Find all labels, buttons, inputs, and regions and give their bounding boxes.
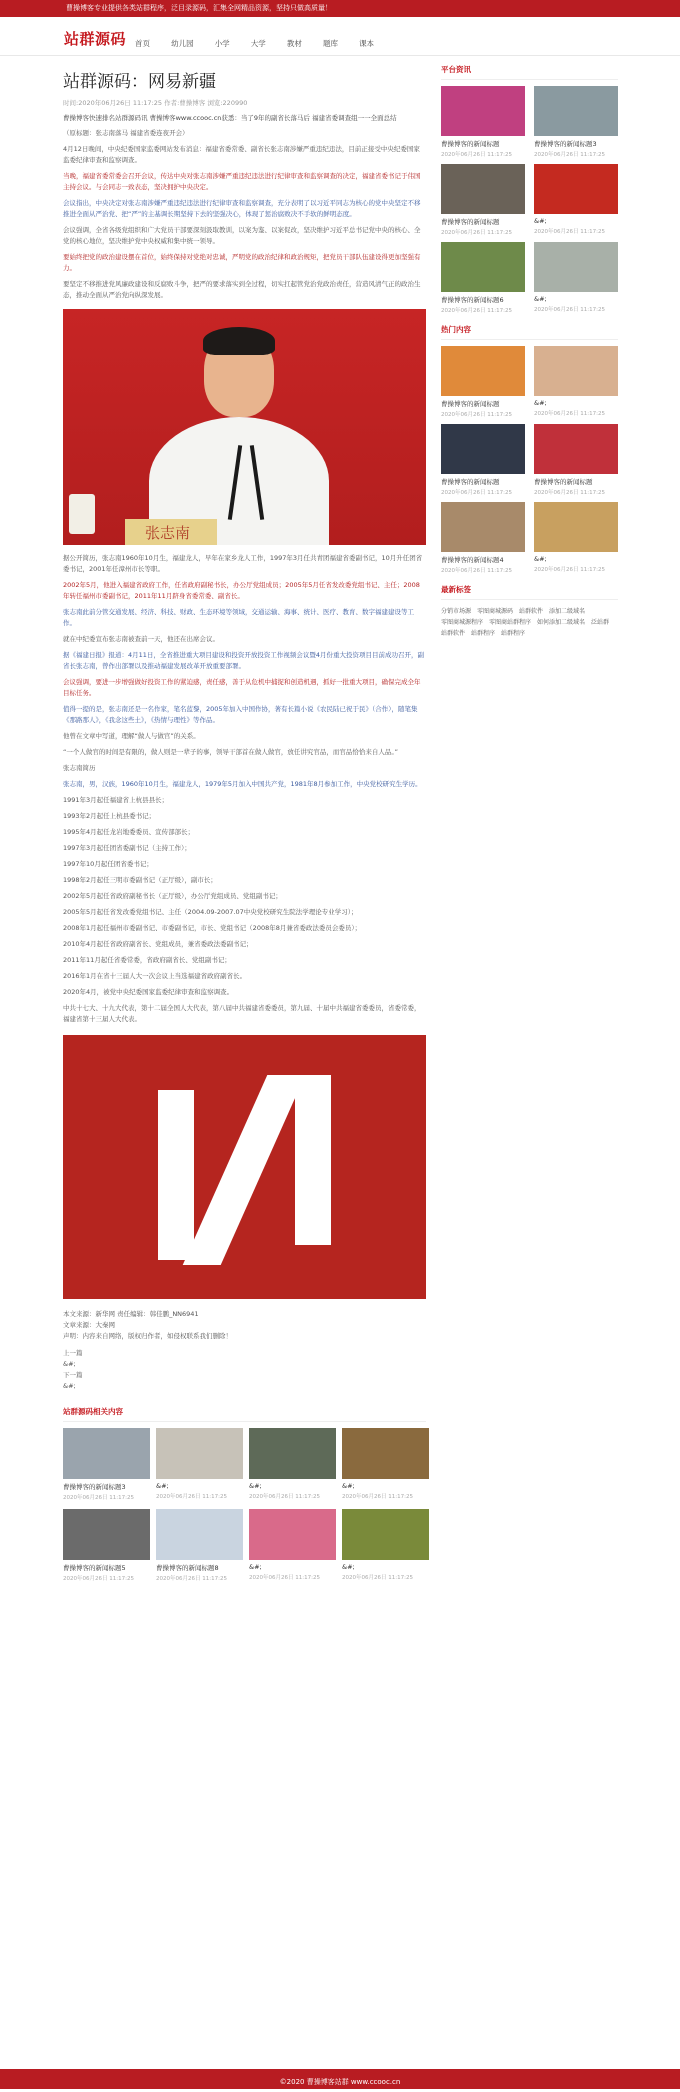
news-date: 2020年06月26日 11:17:25: [441, 152, 512, 158]
article-paragraph: 张志南简历: [63, 764, 96, 772]
teacup: [69, 494, 95, 534]
resume-line: 2020年4月，被党中央纪委国家监委纪律审查和监察调查。: [63, 988, 234, 996]
photo-figure-hair: [203, 327, 275, 355]
sidebar-title-hot: 热门内容: [441, 324, 618, 340]
news-date: 2020年06月26日 11:17:25: [441, 230, 512, 236]
news-thumbnail[interactable]: [441, 502, 525, 552]
article-footer: [63, 1309, 426, 1392]
tag-link[interactable]: 站群程序: [501, 630, 526, 637]
article-image-n-logo: [63, 1035, 426, 1299]
news-card[interactable]: [441, 86, 525, 158]
news-date: 2020年06月26日 11:17:25: [534, 490, 605, 496]
resume-line: 1991年3月起任福建省上杭县县长；: [63, 796, 169, 804]
prev-article-link[interactable]: &#;: [63, 1360, 76, 1368]
news-card[interactable]: [534, 502, 618, 574]
news-thumbnail[interactable]: [63, 1428, 150, 1479]
article-body-bottom: [63, 553, 426, 1025]
tag-link[interactable]: 零图商城源码: [477, 608, 514, 615]
tag-list: [441, 606, 618, 639]
resume-line: 1993年2月起任上杭县委书记；: [63, 812, 156, 820]
news-date: 2020年06月26日 11:17:25: [63, 1576, 134, 1582]
news-card[interactable]: [441, 424, 525, 496]
tag-link[interactable]: 零图商站群程序: [489, 619, 532, 626]
article-paragraph: 据《福建日报》报道：4月11日，全省推进重大项目建设和投资开放投资工作视频会议暨4月份重大投资项目目前成功召开，副省长张志南，曾作出部署以及推动福建发展改革开放重要部署。: [63, 651, 425, 670]
resume-line: 1998年2月起任三明市委副书记（正厅级），副市长；: [63, 876, 217, 884]
resume-line: 2002年5月起任省政府副秘书长（正厅级），办公厅党组成员、党组副书记；: [63, 892, 282, 900]
resume-line: 1997年3月起任团省委副书记（主持工作）；: [63, 844, 191, 852]
news-caption[interactable]: 曹操博客的新闻标题8: [156, 1564, 219, 1572]
sidebar-title-tags: 最新标签: [441, 584, 618, 600]
announcement-text: 曹操博客专业提供各类站群程序，泛目录源码，汇集全网精品资源，坚持只做高质量！: [66, 4, 332, 12]
article-source: 本文来源：新华网 责任编辑：韩佳鹏_NN6941: [63, 1310, 199, 1318]
news-card[interactable]: [441, 242, 525, 314]
news-date: 2020年06月26日 11:17:25: [534, 229, 605, 235]
resume-line: 2005年5月起任省发改委党组书记、主任（2004.09-2007.07中央党校研究生院法学理论专业学习）；: [63, 908, 358, 916]
news-card[interactable]: [342, 1428, 429, 1501]
news-date: 2020年06月26日 11:17:25: [156, 1576, 227, 1582]
news-thumbnail[interactable]: [156, 1428, 243, 1479]
news-date: 2020年06月26日 11:17:25: [342, 1494, 413, 1500]
nav-item-primary[interactable]: 小学: [214, 39, 230, 48]
tag-link[interactable]: 泛站群: [591, 619, 610, 626]
next-article-link[interactable]: &#;: [63, 1382, 76, 1390]
news-date: 2020年06月26日 11:17:25: [534, 411, 605, 417]
news-card[interactable]: [534, 346, 618, 418]
article-paragraph: 据公开简历，张志南1960年10月生，福建龙人，早年在家乡龙人工作，1997年3月任共青团福建省委副书记，10月升任团省委书记，2001年任漳州市长等职。: [63, 554, 423, 573]
news-thumbnail[interactable]: [534, 86, 618, 136]
news-thumbnail[interactable]: [342, 1428, 429, 1479]
article-paragraph: 会议强调，全省各级党组织和广大党员干部要深刻汲取教训，以案为鉴、以案促改，坚决维护习近平总书记党中央的核心、全党的核心地位，坚决维护党中央权威和集中统一领导。: [63, 226, 421, 245]
sidebar-title-recommend: 平台资讯: [441, 64, 618, 80]
news-thumbnail[interactable]: [534, 346, 618, 396]
site-logo[interactable]: 站群源码: [64, 30, 127, 48]
news-caption[interactable]: 曹操博客的新闻标题6: [441, 296, 504, 304]
news-thumbnail[interactable]: [441, 242, 525, 292]
news-date: 2020年06月26日 11:17:25: [249, 1494, 320, 1500]
site-footer: [0, 2069, 680, 2089]
article-paragraph: “一个人做官的时间是有限的，做人则是一辈子的事，领导干部首在做人做官，放任讲究官品，而官品恰恰来自人品。”: [63, 748, 398, 756]
news-caption[interactable]: &#;: [534, 399, 547, 407]
hot-grid: [441, 346, 618, 574]
news-thumbnail[interactable]: [249, 1509, 336, 1560]
resume-line: 2011年11月起任省委常委，省政府副省长、党组副书记；: [63, 956, 231, 964]
news-card[interactable]: [534, 424, 618, 496]
news-card[interactable]: [63, 1509, 150, 1582]
name-plate-text: 张志南: [145, 524, 191, 542]
news-date: 2020年06月26日 11:17:25: [63, 1495, 134, 1501]
news-date: 2020年06月26日 11:17:25: [342, 1575, 413, 1581]
news-date: 2020年06月26日 11:17:25: [441, 490, 512, 496]
nav-item-textbook[interactable]: 教材: [286, 39, 302, 48]
news-date: 2020年06月26日 11:17:25: [441, 308, 512, 314]
news-card[interactable]: [342, 1509, 429, 1582]
news-thumbnail[interactable]: [249, 1428, 336, 1479]
news-date: 2020年06月26日 11:17:25: [249, 1575, 320, 1581]
news-caption[interactable]: &#;: [156, 1482, 169, 1490]
article-paragraph: 4月12日晚间，中央纪委国家监委网站发布消息：福建省委常委、副省长张志南涉嫌严重违纪违法，目前正接受中央纪委国家监委纪律审查和监察调查。: [63, 145, 420, 164]
news-caption[interactable]: 曹操博客的新闻标题4: [441, 556, 504, 564]
tag-link[interactable]: 站群软件: [519, 608, 544, 615]
news-caption[interactable]: 曹操博客的新闻标题5: [63, 1564, 126, 1572]
news-caption[interactable]: &#;: [249, 1563, 262, 1571]
top-announcement-bar: [0, 0, 680, 18]
article-main: [63, 70, 426, 1582]
article-paragraph: 值得一提的是，张志南还是一名作家，笔名蓝黎，2005年加入中国作协，著有长篇小说《农民陆已祝于民》（合作），随笔集《那路那人》，《我念这些土》，《热情与理性》等作品。: [63, 705, 418, 724]
article-paragraph: 会议强调，要进一步增强做好投资工作的紧迫感，责任感，善于从危机中捕捉和创造机遇，抓好一批重大项目，确保完成全年目标任务。: [63, 678, 421, 697]
article-paragraph: 会议指出，中央决定对张志南涉嫌严重违纪违法进行纪律审查和监察调查，充分表明了以习近平同志为核心的党中央坚定不移推进全面从严治党、把“严”的主基调长期坚持下去的坚强决心，体现了惩治腐败决不手软的鲜明态度。: [63, 199, 421, 218]
news-date: 2020年06月26日 11:17:25: [534, 567, 605, 573]
news-card[interactable]: [534, 86, 618, 158]
article-paragraph: （原标题：张志南落马 福建省委连夜开会）: [63, 129, 189, 137]
news-thumbnail[interactable]: [441, 164, 525, 214]
news-card[interactable]: [441, 164, 525, 236]
tag-link[interactable]: 分销市场源: [441, 608, 472, 615]
news-caption[interactable]: 曹操博客的新闻标题: [441, 478, 500, 486]
news-card[interactable]: [249, 1509, 336, 1582]
article-meta: 时间:2020年06月26日 11:17:25 作者:曹操博客 浏览:220990: [63, 99, 248, 107]
news-card[interactable]: [249, 1428, 336, 1501]
tag-link[interactable]: 零图商城源程序: [441, 619, 484, 626]
news-card[interactable]: [534, 242, 618, 314]
news-thumbnail[interactable]: [63, 1509, 150, 1560]
news-caption[interactable]: 曹操博客的新闻标题: [534, 478, 593, 486]
news-date: 2020年06月26日 11:17:25: [441, 568, 512, 574]
news-caption[interactable]: 曹操博客的新闻标题3: [63, 1483, 126, 1491]
footer-copyright: ©2020 曹操博客站群 www.ccooc.cn: [279, 2078, 401, 2086]
nav-item-coursebook[interactable]: 课本: [359, 39, 375, 48]
copyright-notice: 声明：内容来自网络，版权归作者，如侵权联系我们删除！: [63, 1332, 232, 1340]
article-origin: 文章来源：大秦网: [63, 1321, 115, 1329]
nav-item-university[interactable]: 大学: [250, 39, 266, 48]
article-lead: 曹操博客快速排名站群源码讯 曹操博客www.ccooc.cn获悉：当了9年的副省长落马后 福建省委调查组一一全面总结: [63, 114, 397, 122]
sidebar: [441, 64, 618, 639]
resume-line: 2008年1月起任福州市委副书记、市委副书记，市长、党组书记（2008年8月兼省委政法委员会委员）；: [63, 924, 362, 932]
article-paragraph: 张志南，男，汉族，1960年10月生，福建龙人，1979年5月加入中国共产党，1981年8月参加工作，中央党校研究生学历。: [63, 780, 422, 788]
n-logo-left-stroke: [158, 1090, 194, 1260]
nav-item-home[interactable]: 首页: [135, 39, 150, 48]
news-caption[interactable]: &#;: [534, 555, 547, 563]
article-paragraph: 当晚，福建省委常委会召开会议，传达中央对张志南涉嫌严重违纪违法进行纪律审查和监察调查的决定，福建省委书记于伟国主持会议。与会同志一致表态，坚决拥护中央决定。: [63, 172, 421, 191]
article-body-top: [63, 128, 426, 301]
resume-line: 中共十七大、十九大代表，第十二届全国人大代表，第八届中共福建省委委员，第九届、十届中共福建省委委员，省委常委，福建省第十三届人大代表。: [63, 1004, 421, 1023]
news-thumbnail[interactable]: [156, 1509, 243, 1560]
resume-line: 1997年10月起任团省委书记；: [63, 860, 153, 868]
article-photo: [63, 309, 426, 545]
n-logo-right-stroke: [295, 1075, 331, 1245]
news-date: 2020年06月26日 11:17:25: [441, 412, 512, 418]
news-thumbnail[interactable]: [342, 1509, 429, 1560]
news-thumbnail[interactable]: [534, 502, 618, 552]
article-paragraph: 他曾在文章中写道，理解“做人与做官”的关系。: [63, 732, 200, 740]
news-card[interactable]: [63, 1428, 150, 1501]
article-title: 站群源码：网易新疆: [63, 72, 216, 92]
recommend-grid: [441, 86, 618, 314]
resume-line: 2016年1月在省十三届人大一次会议上当选福建省政府副省长。: [63, 972, 247, 980]
news-card[interactable]: [156, 1509, 243, 1582]
news-caption[interactable]: &#;: [534, 217, 547, 225]
news-date: 2020年06月26日 11:17:25: [156, 1494, 227, 1500]
news-card[interactable]: [441, 346, 525, 418]
site-header: [0, 17, 680, 56]
resume-line: 1995年4月起任龙岩地委委员、宣传部部长；: [63, 828, 195, 836]
article-paragraph: 就在中纪委宣布张志南被查前一天，他还在出席会议。: [63, 635, 219, 643]
nav-item-questions[interactable]: 题库: [322, 39, 338, 48]
news-thumbnail[interactable]: [534, 424, 618, 474]
tag-link[interactable]: 添加二级域名: [549, 608, 586, 615]
article-paragraph: 要始终把党的政治建设摆在首位，始终保持对党绝对忠诚，严明党的政治纪律和政治规矩，把党员干部队伍建设得更加坚强有力。: [63, 253, 421, 272]
next-article-label: 下一篇: [63, 1371, 83, 1379]
related-section-title: 站群源码相关内容: [63, 1406, 426, 1422]
tag-link[interactable]: 站群程序: [471, 630, 496, 637]
news-date: 2020年06月26日 11:17:25: [534, 152, 605, 158]
news-caption[interactable]: 曹操博客的新闻标题3: [534, 140, 597, 148]
article-paragraph: 张志南此前分管交通发展、经济、科技、财政、生态环境等领域，交通运输、海事、统计、医疗、教育、数字福建建设等工作。: [63, 608, 414, 627]
news-thumbnail[interactable]: [441, 424, 525, 474]
news-date: 2020年06月26日 11:17:25: [534, 307, 605, 313]
news-thumbnail[interactable]: [534, 164, 618, 214]
news-caption[interactable]: &#;: [249, 1482, 262, 1490]
resume-line: 2010年4月起任省政府副省长、党组成员，兼省委政法委副书记；: [63, 940, 253, 948]
prev-article-label: 上一篇: [63, 1349, 83, 1357]
news-thumbnail[interactable]: [441, 346, 525, 396]
news-caption[interactable]: &#;: [342, 1563, 355, 1571]
news-card[interactable]: [156, 1428, 243, 1501]
news-caption[interactable]: &#;: [342, 1482, 355, 1490]
name-plate: [125, 519, 217, 545]
article-paragraph: 要坚定不移推进党风廉政建设和反腐败斗争，把严的要求落实到全过程，切实扛起管党治党政治责任，营造风清气正的政治生态，推动全面从严治党向纵深发展。: [63, 280, 421, 299]
news-card[interactable]: [534, 164, 618, 236]
news-caption[interactable]: &#;: [534, 295, 547, 303]
related-grid: [63, 1428, 426, 1582]
news-caption[interactable]: 曹操博客的新闻标题: [441, 218, 500, 226]
main-nav: [135, 31, 390, 50]
tag-link[interactable]: 站群软件: [441, 630, 466, 637]
nav-item-kindergarten[interactable]: 幼儿园: [171, 39, 194, 48]
article-paragraph: 2002年5月，他进入福建省政府工作，任省政府副秘书长，办公厅党组成员；2005年5月任省发改委党组书记、主任；2008年转任福州市委副书记，2011年11月跻身省委常委、副省长。: [63, 581, 420, 600]
news-caption[interactable]: 曹操博客的新闻标题: [441, 140, 500, 148]
n-logo-diagonal-stroke: [183, 1075, 306, 1265]
news-thumbnail[interactable]: [534, 242, 618, 292]
tag-link[interactable]: 如何添加二级域名: [537, 619, 586, 626]
news-thumbnail[interactable]: [441, 86, 525, 136]
news-caption[interactable]: 曹操博客的新闻标题: [441, 400, 500, 408]
news-card[interactable]: [441, 502, 525, 574]
